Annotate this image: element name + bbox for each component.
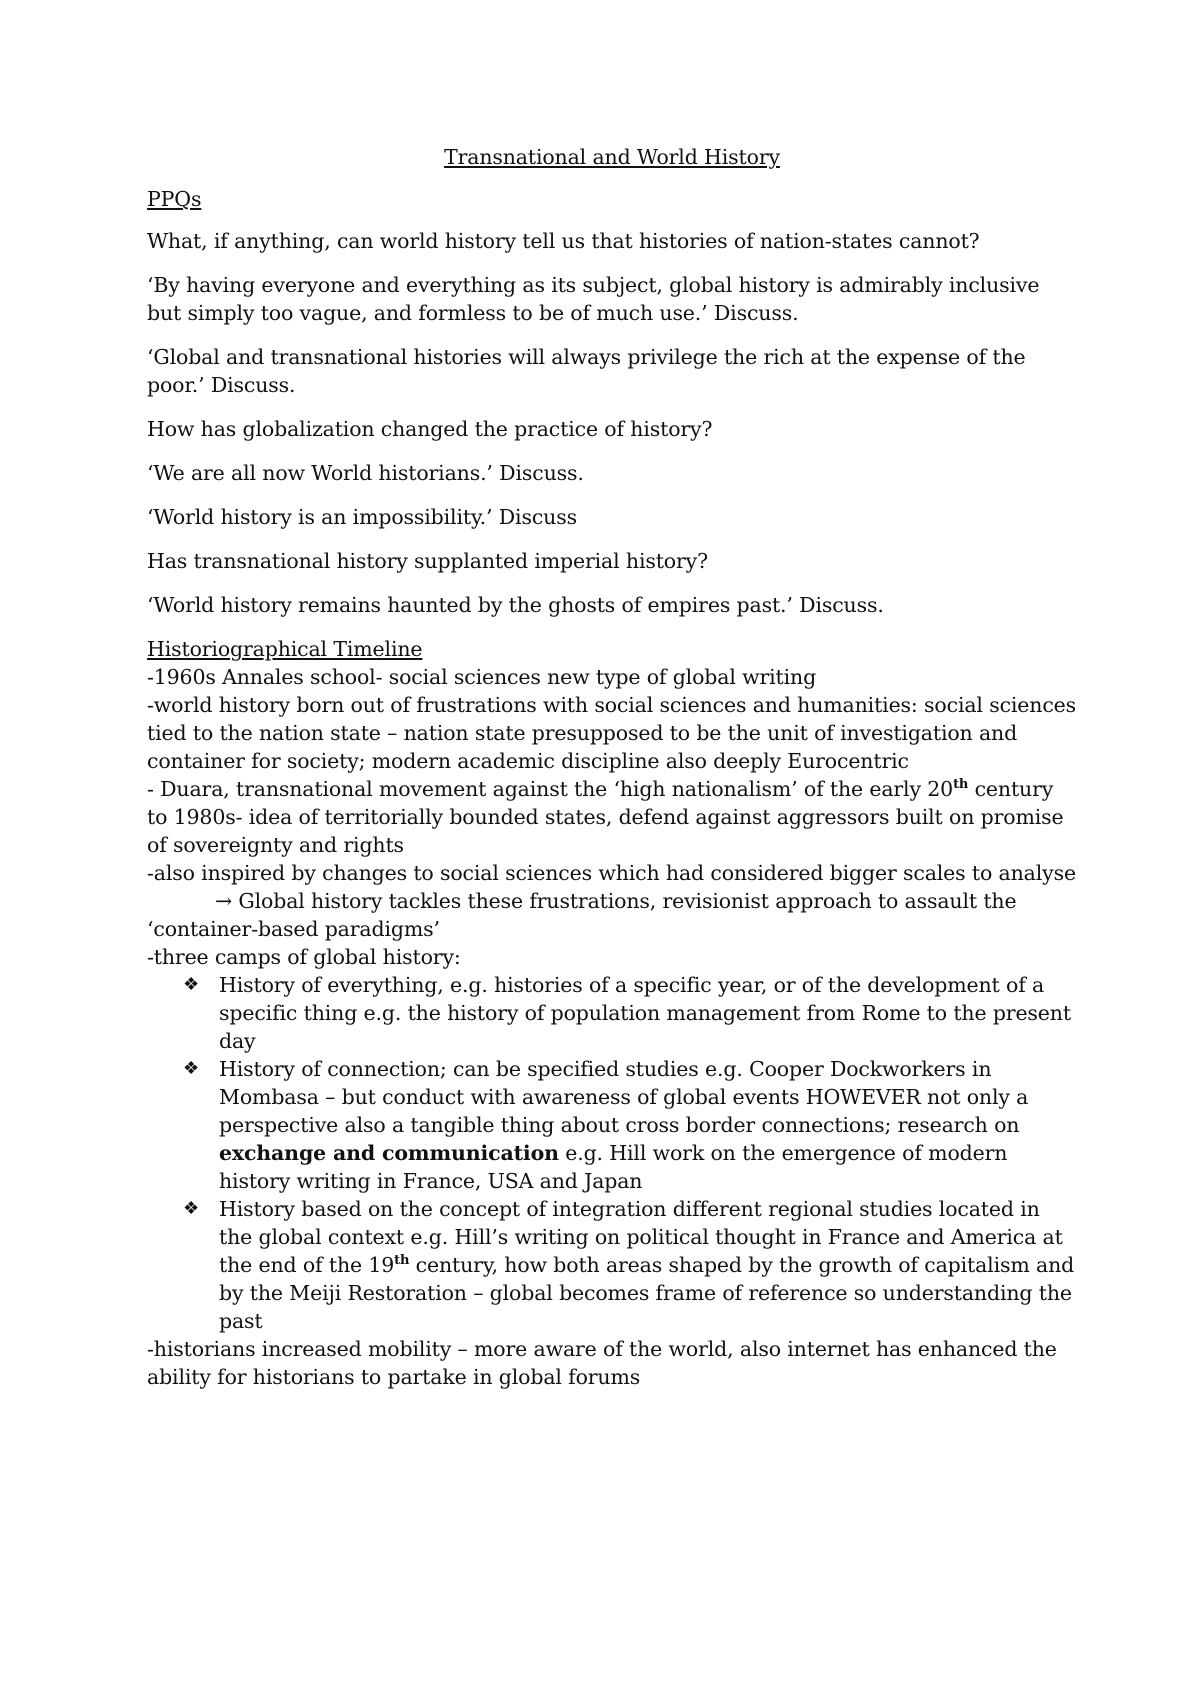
question-8: ‘World history remains haunted by the ghosts of empires past.’ Discuss. [147, 593, 884, 617]
camps-list [147, 971, 1077, 1335]
question-6: ‘World history is an impossibility.’ Discuss [147, 505, 577, 529]
timeline-arrow-line [147, 887, 1077, 943]
timeline-line-duara-text-b: century to 1980s- idea of territorially bounded states, defend against aggressors built on promise of sovereignty and rights [147, 777, 1064, 857]
list-item [183, 1195, 1077, 1335]
list-item [183, 1055, 1077, 1195]
timeline-line-duara-text-a: - Duara, transnational movement against the ‘high nationalism’ of the early 20 [147, 777, 954, 801]
bullet-text-b: e.g. Hill work on the emergence of modern history writing in France, USA and Japan [219, 1141, 1008, 1193]
bullet-text-a: History based on the concept of integration different regional studies located in the global context e.g. Hill’s writing on political thought in France and America at the end of the 19 [219, 1197, 1063, 1277]
question-4: How has globalization changed the practice of history? [147, 417, 713, 441]
question-2: ‘By having everyone and everything as its subject, global history is admirably inclusive but simply too vague, and formless to be of much use.’ Discuss. [147, 273, 1040, 325]
question-1: What, if anything, can world history tell us that histories of nation-states cannot? [147, 229, 980, 253]
timeline-heading: Historiographical Timeline [147, 637, 423, 661]
diamond-bullet-icon: ❖ [183, 974, 199, 995]
bullet-sup: th [394, 1253, 410, 1269]
ppqs-heading: PPQs [147, 187, 202, 211]
question-3: ‘Global and transnational histories will always privilege the rich at the expense of the poor.’ Discuss. [147, 345, 1026, 397]
arrow-right-icon: → [215, 889, 233, 913]
bullet-text: History of everything, e.g. histories of a specific year, or of the development of a specific thing e.g. the history of population management from Rome to the present day [219, 973, 1071, 1053]
bullet-bold-text: exchange and communication [219, 1141, 559, 1165]
timeline-line-annales: -1960s Annales school- social sciences new type of global writing [147, 665, 817, 689]
timeline-line-world-history: -world history born out of frustrations with social sciences and humanities: social sciences tied to the nation state – nation state presupposed to be the unit of investigation and container for society; modern academic discipline also deeply Eurocentric [147, 693, 1077, 773]
question-5: ‘We are all now World historians.’ Discuss. [147, 461, 584, 485]
document-title: Transnational and World History [444, 145, 780, 169]
timeline-line-three-camps: -three camps of global history: [147, 945, 461, 969]
bullet-text-a: History of connection; can be specified studies e.g. Cooper Dockworkers in Mombasa – but conduct with awareness of global events HOWEVER not only a perspective also a tangible thing about cross border connections; research on [219, 1057, 1029, 1137]
question-7: Has transnational history supplanted imperial history? [147, 549, 708, 573]
diamond-bullet-icon: ❖ [183, 1058, 199, 1079]
timeline-line-mobility: -historians increased mobility – more aware of the world, also internet has enhanced the ability for historians to partake in global forums [147, 1337, 1057, 1389]
document-page [147, 143, 1077, 1391]
timeline-line-social-sciences: -also inspired by changes to social sciences which had considered bigger scales to analyse [147, 861, 1076, 885]
bullet-text-b: century, how both areas shaped by the growth of capitalism and by the Meiji Restoration – global becomes frame of reference so understanding the past [219, 1253, 1075, 1333]
timeline-line-duara-sup: th [953, 777, 969, 793]
list-item [183, 971, 1077, 1055]
timeline-line-duara [147, 775, 1077, 859]
timeline-arrow-text: Global history tackles these frustrations, revisionist approach to assault the ‘container-based paradigms’ [147, 889, 1017, 941]
diamond-bullet-icon: ❖ [183, 1198, 199, 1219]
